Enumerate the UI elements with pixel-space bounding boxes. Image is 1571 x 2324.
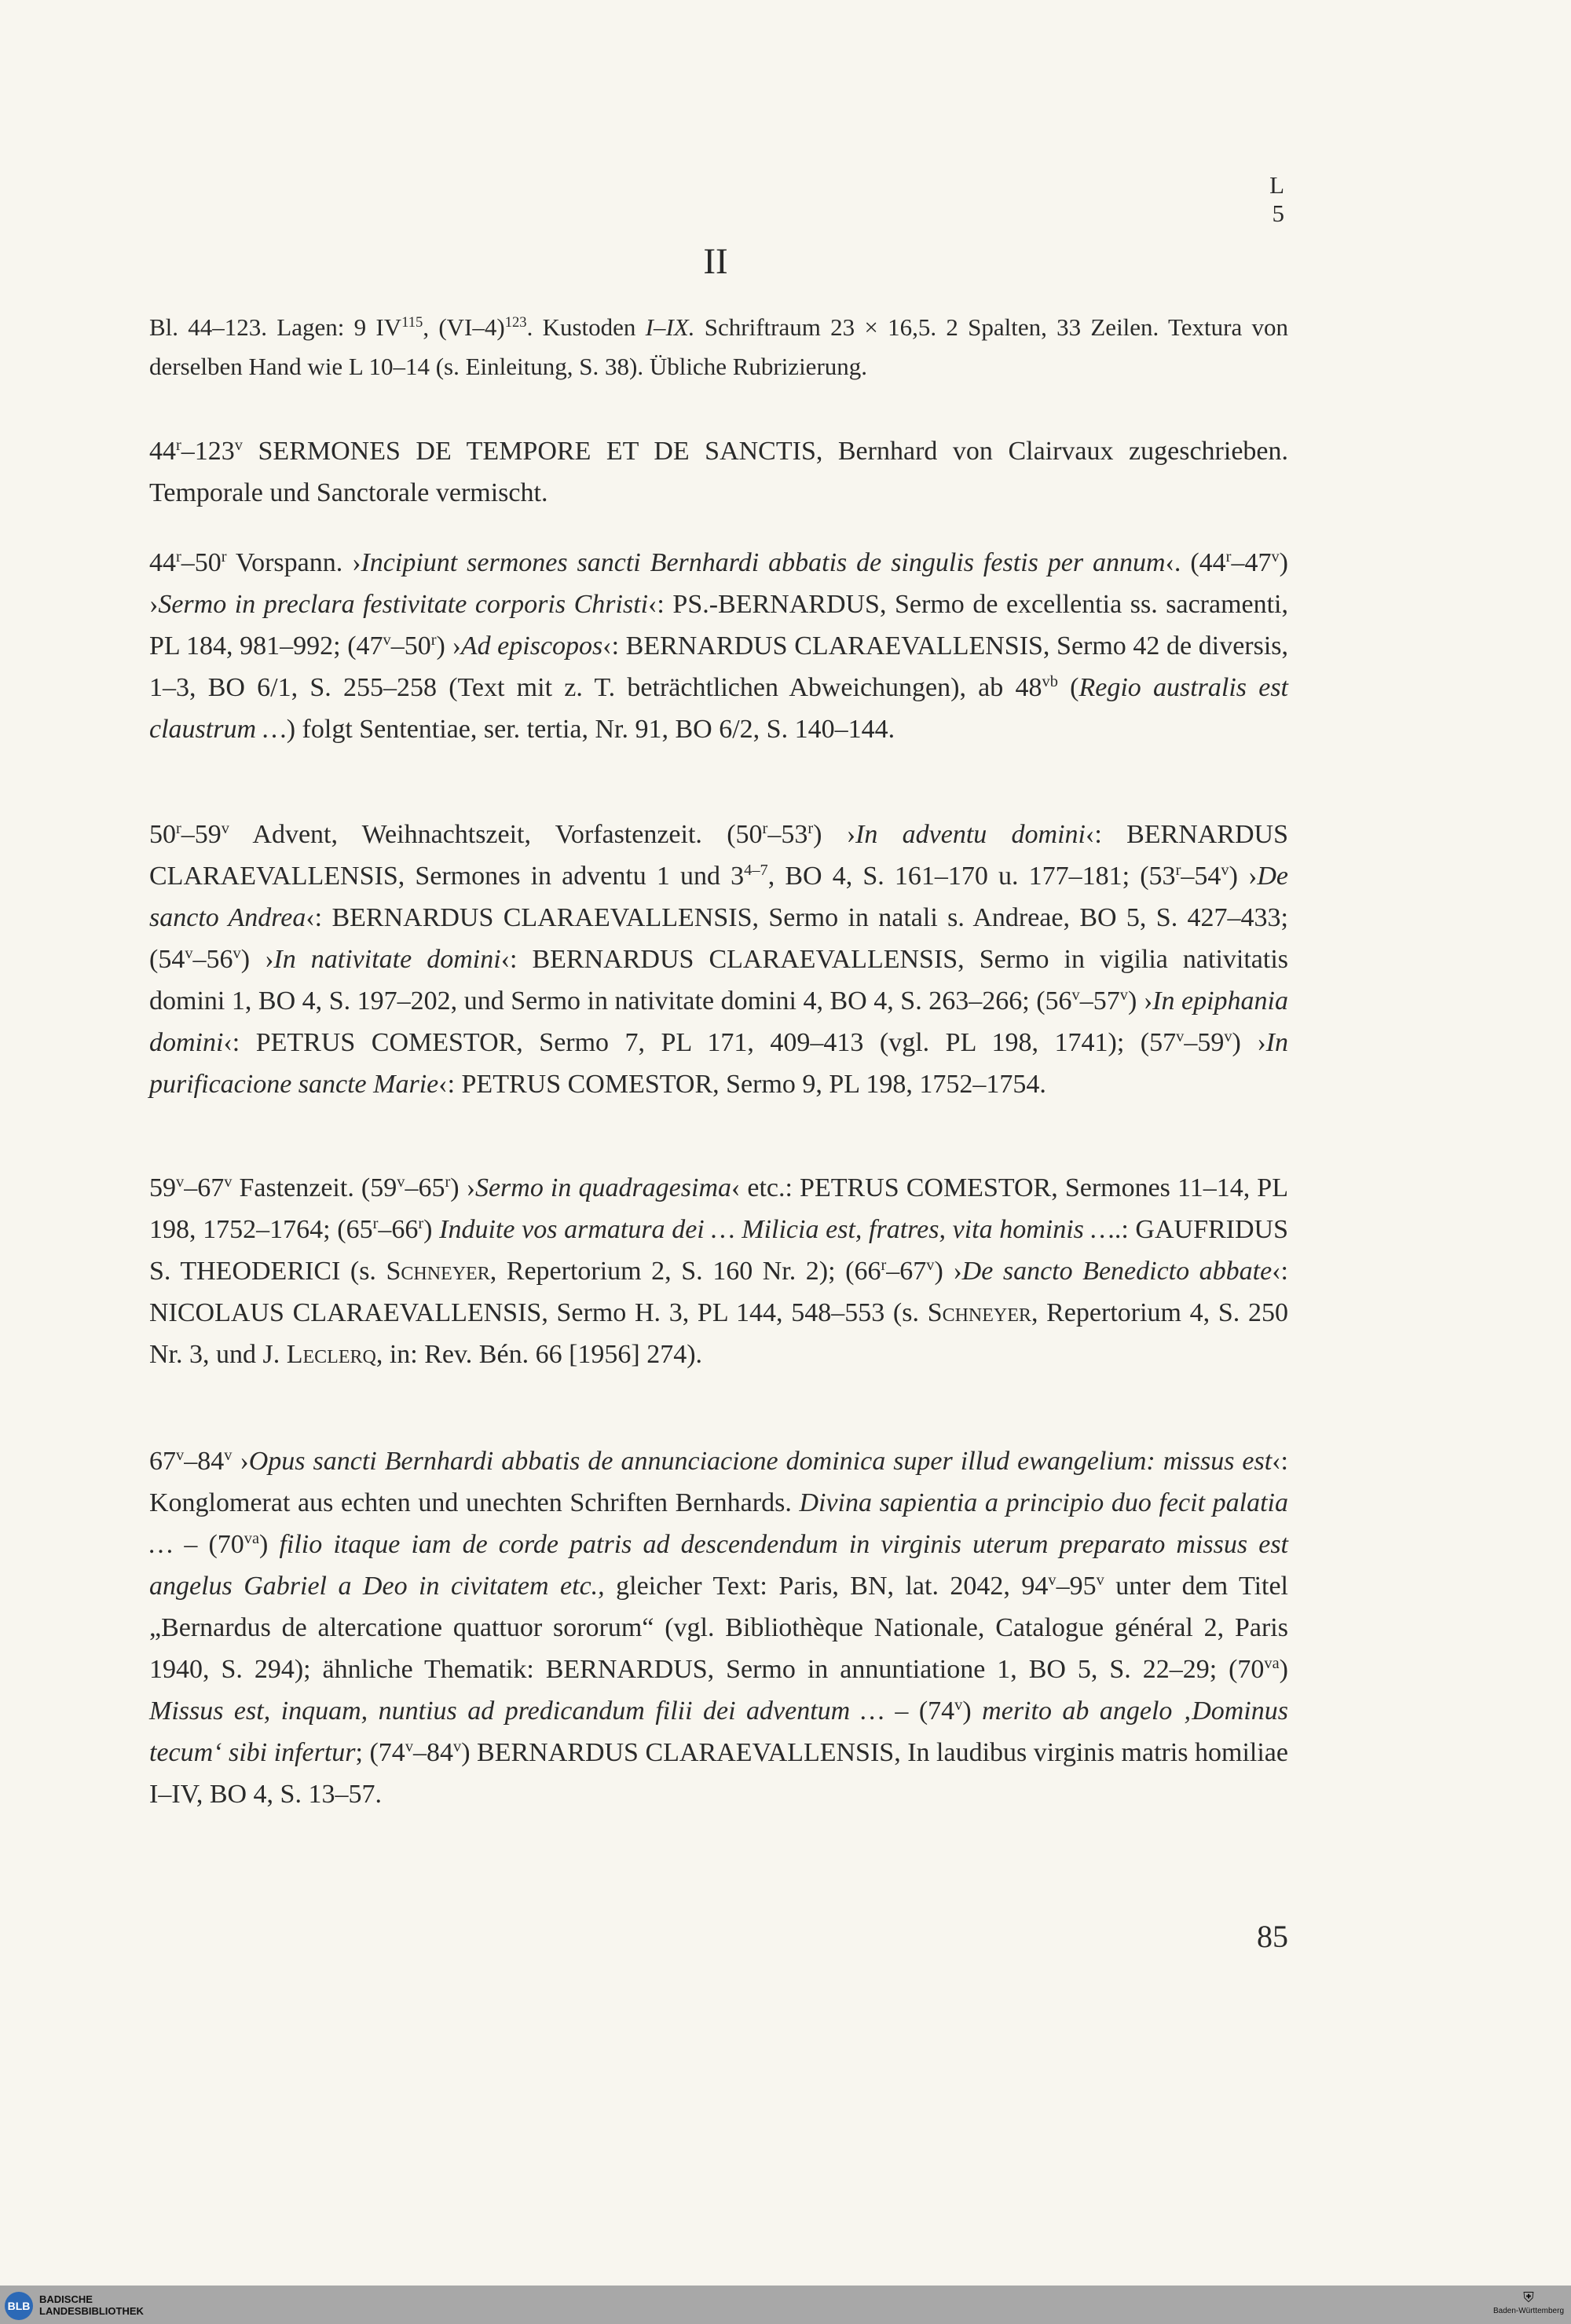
state-logo[interactable]: ⛨ Baden-Württemberg <box>1489 2289 1568 2317</box>
codicological-description: Bl. 44–123. Lagen: 9 IV$^{115}$, $(VI-4)^{123}$. Kustoden I–IX. Schriftraum 23 × 16,5. 2 Spalten, 33 Zeilen. Textura von derselben Hand wie L 10–14 (s. Einleitung, S. 38). Übliche Rubrizierung. <box>149 313 1288 380</box>
entry-vorspann: 44$^r$–50$^r$ Vorspann. ›Incipiunt sermones sancti Bernhardi abbatis de singulis festis per annum‹. (44$^r$–47$^v$) ›Sermo in preclara festivitate corporis Christi‹: PS.-BERNARDUS, Sermo de excellentia ss. sacramenti, PL 184, 981–992; (47$^v$–50$^r$) ›Ad episcopos‹: BERNARDUS CLARAEVALLENSIS, Sermo 42 de diversis, 1–3, BO 6/1, S. 255–258 (Text mit z. T. beträchtlichen Abweichungen), ab $48^{vb}$ (Regio australis est claustrum …) folgt Sententiae, ser. tertia, Nr. 91, BO 6/2, S. 140–144. <box>149 547 1289 744</box>
blb-logo-icon[interactable]: BLB <box>5 2292 33 2320</box>
entry-fastenzeit: 59$^v$–67$^v$ Fastenzeit. (59$^v$–65$^r$) ›Sermo in quadragesima‹ etc.: PETRUS COMESTOR, Sermones 11–14, PL 198, 1752–1764; (65$^r$–66$^r$) Induite vos armatura dei … Milicia est, fratres, vita hominis ….: GAUFRIDUS S. THEODERICI (s. Schneyer, Repertorium 2, S. 160 Nr. 2); (66$^r$–67$^v$) ›De sancto Benedicto abbate‹: NICOLAUS CLARAEVALLENSIS, Sermo H. 3, PL 144, 548–553 (s. Schneyer, Repertorium 4, S. 250 Nr. 3, und J. Leclerq, in: Rev. Bén. 66 [1956] 274). <box>149 1173 1288 1369</box>
coat-of-arms-icon: ⛨ <box>1523 2289 1534 2305</box>
contents-title-entry: 44$^r$–123$^v$ SERMONES DE TEMPORE ET DE SANCTIS, Bernhard von Clairvaux zugeschrieben. Temporale und Sanctorale vermischt. <box>149 436 1288 507</box>
header-reference: L 5 <box>1269 171 1286 227</box>
entry-annunciation: 67$^v$–84$^v$ ›Opus sancti Bernhardi abbatis de annunciacione dominica super illud ewangelium: missus est‹: Konglomerat aus echten und unechten Schriften Bernhards. Divina sapientia a principio duo fecit palatia … – $(70^{va})$ filio itaque iam de corde patris ad descendendum in virginis uterum preparato missus est angelus Gabriel a Deo in civitatem etc., gleicher Text: Paris, BN, lat. 2042, 94$^v$–95$^v$ unter dem Titel „Bernardus de altercatione quattuor sororum“ (vgl. Bibliothèque Nationale, Catalogue général 2, Paris 1940, S. 294); ähnliche Thematik: BERNARDUS, Sermo in annuntiatione 1, BO 5, S. 22–29; $(70^{va})$ Missus est, inquam, nuntius ad predicandum filii dei adventum … – (74$^v$) merito ab angelo ‚Dominus tecum‘ sibi infertur; (74$^v$–84$^v$) BERNARDUS CLARAEVALLENSIS, In laudibus virginis matris homiliae I–IV, BO 4, S. 13–57. <box>149 1446 1288 1809</box>
library-name: BADISCHE LANDESBIBLIOTHEK <box>39 2293 144 2317</box>
entry-advent: 50$^r$–59$^v$ Advent, Weihnachtszeit, Vorfastenzeit. (50$^r$–53$^r$) ›In adventu domini‹: BERNARDUS CLARAEVALLENSIS, Sermones in adventu 1 und 3$^{4-7}$, BO 4, S. 161–170 u. 177–181; (53$^r$–54$^v$) ›De sancto Andrea‹: BERNARDUS CLARAEVALLENSIS, Sermo in natali s. Andreae, BO 5, S. 427–433; (54$^v$–56$^v$) ›In nativitate domini‹: BERNARDUS CLARAEVALLENSIS, Sermo in vigilia nativitatis domini 1, BO 4, S. 197–202, und Sermo in nativitate domini 4, BO 4, S. 263–266; (56$^v$–57$^v$) ›In epiphania domini‹: PETRUS COMESTOR, Sermo 7, PL 171, 409–413 (vgl. PL 198, 1741); (57$^v$–59$^v$) ›In purificacione sancte Marie‹: PETRUS COMESTOR, Sermo 9, PL 198, 1752–1754. <box>149 819 1288 1099</box>
section-numeral: II <box>703 241 728 282</box>
page-number: 85 <box>1257 1919 1288 1954</box>
footer-bar <box>0 2286 1571 2324</box>
